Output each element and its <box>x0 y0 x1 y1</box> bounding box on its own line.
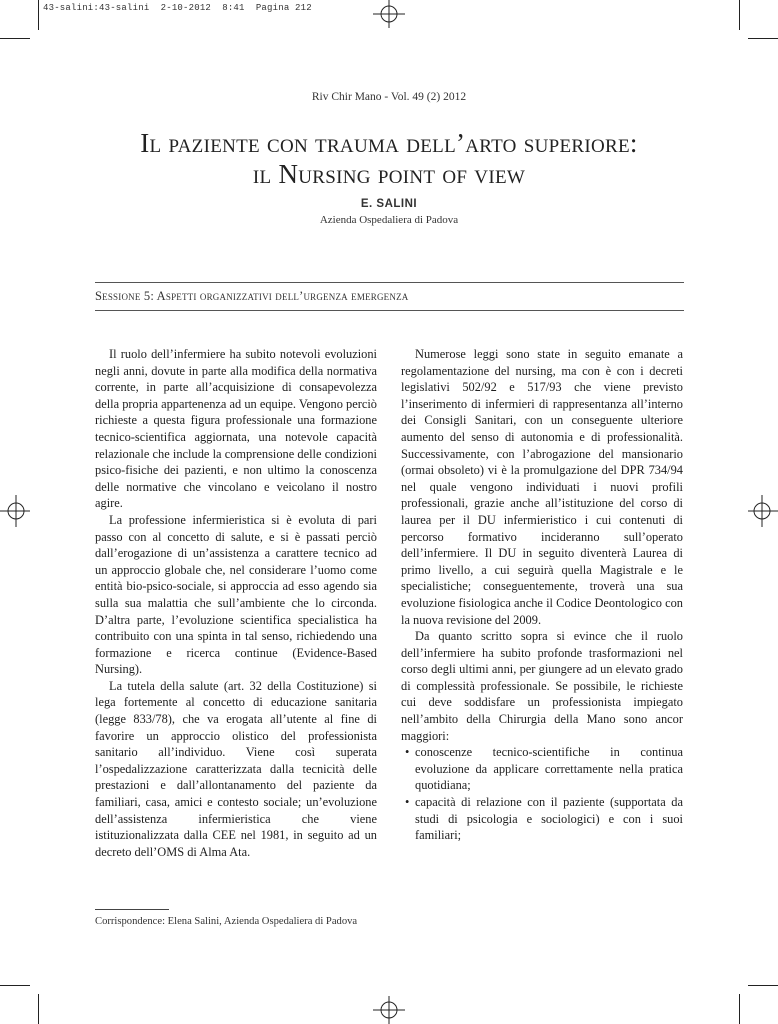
title-line-2: il Nursing point of view <box>252 159 526 189</box>
affiliation: Azienda Ospedaliera di Padova <box>319 214 459 226</box>
right-column <box>401 346 683 844</box>
crop-mark-bottom-left-h <box>0 985 30 986</box>
paragraph: Il ruolo dell’infermiere ha subito notevoli evoluzioni negli anni, dovute in parte alla modifica della normativa corrente, in parte all’acquisizione di consapevolezza della propria appartenenza ad un equipe. Vengono perciò richieste a questa figura professionale una formazione tecnico-scientifica aggiornata, una notevole capacità relazionale che include la comprensione delle condizioni psico-fisiche dei pazienti, e non ultimo la conoscenza delle normative che vincolano e veicolano il nostro agire. <box>95 347 377 511</box>
list-item <box>401 794 683 844</box>
list-item <box>401 744 683 794</box>
crop-mark-top-left-v <box>38 0 39 30</box>
paragraph: Da quanto scritto sopra si evince che il ruolo dell’infermiere ha subito profonde trasformazioni nel corso degli ultimi anni, per giungere ad un elevato grado di complessità professionale. Se possibile, le richieste cui deve soddisfare un professionista impiegato nell’ambito della Chirurgia della Mano sono ancor maggiori: <box>401 629 683 743</box>
crop-mark-bottom-left-v <box>38 994 39 1024</box>
paragraph: La tutela della salute (art. 32 della Costituzione) si lega fortemente al concetto di educazione sanitaria (legge 833/78), che va erogata all’utente al fine di favorire un approccio olistico del professionista sanitario all’individuo. Viene così superata l’ospedalizzazione caratterizzata dalla tecnicità delle prestazioni e dall’allontanamento del paziente da familiari, casa, amici e contesto sociale; un’evoluzione dell’assistenza infermieristica che viene istituzionalizzata dalla CEE nel 1981, in seguito ad un decreto dell’OMS di Alma Ata. <box>95 678 377 859</box>
bullet-icon: • <box>405 795 410 810</box>
session-rule-bottom <box>95 310 684 311</box>
footnote: Corrispondence: Elena Salini, Azienda Ospedaliera di Padova <box>95 916 358 927</box>
requirements-list <box>401 744 683 844</box>
crop-mark-bottom-right-v <box>739 994 740 1024</box>
registration-mark-bottom-icon <box>369 994 409 1024</box>
bullet-icon: • <box>405 745 410 760</box>
registration-mark-right-icon <box>746 491 778 531</box>
crop-mark-top-right-h <box>748 38 778 39</box>
crop-mark-top-right-v <box>739 0 740 30</box>
crop-mark-top-left-h <box>0 38 30 39</box>
title-line-1: Il paziente con trauma dell’arto superiore: <box>140 128 638 158</box>
left-column <box>95 346 377 860</box>
paragraph: La professione infermieristica si è evoluta di pari passo con al concetto di salute, e si è passati perciò dall’erogazione di un’assistenza a carattere tecnico ad un approccio globale che, nel considerare l’uomo come entità bio-psico-sociale, si approccia ad esso agendo sia sulla sua malattia che sull’ambiente che lo circonda. D’altra parte, l’evoluzione scientifica specialistica ha contribuito con una spinta in tal senso, richiedendo una formazione e ricerca continue (Evidence-Based Nursing). <box>95 512 377 677</box>
journal-header: Riv Chir Mano - Vol. 49 (2) 2012 <box>311 91 467 103</box>
list-item-text: conoscenze tecnico-scientifiche in continua evoluzione da applicare correttamente nella pratica quotidiana; <box>415 745 683 793</box>
print-slug: 43-salini:43-salini 2-10-2012 8:41 Pagina 212 <box>43 3 312 13</box>
crop-mark-bottom-right-h <box>748 985 778 986</box>
registration-mark-left-icon <box>0 491 32 531</box>
session-rule-top <box>95 282 684 283</box>
footnote-rule <box>95 909 169 910</box>
paragraph: Numerose leggi sono state in seguito emanate a regolamentazione del nursing, ma con è con i decreti legislativi 502/92 e 517/93 che viene previsto l’inserimento di infermieri di rappresentanza all’interno dei Consigli Sanitari, con un conseguente ulteriore aumento del senso di autonomia e di professionalità. Successivamente, con l’abrogazione del mansionario (ormai obsoleto) vi è la promulgazione del DPR 734/94 nel quale vengono individuati i nuovi profili professionali, grazie anche all’istituzione del corso di laurea per il DU infermieristico i cui contenuti di percorso formativo incideranno sull’operato dell’infermiere. Il DU in seguito diventerà Laurea di primo livello, a cui seguirà quella Magistrale e le specialistiche; conseguentemente, troverà una sua evoluzione fisiologica anche il Codice Deontologico con la nuova revisione del 2009. <box>401 347 683 627</box>
registration-mark-top-icon <box>369 0 409 30</box>
author: E. SALINI <box>360 198 418 210</box>
article-title <box>60 128 718 190</box>
session-heading: Sessione 5: Aspetti organizzativi dell’urgenza emergenza <box>95 289 409 303</box>
list-item-text: capacità di relazione con il paziente (supportata da studi di psicologia e sociologici) e con i suoi familiari; <box>415 795 683 843</box>
